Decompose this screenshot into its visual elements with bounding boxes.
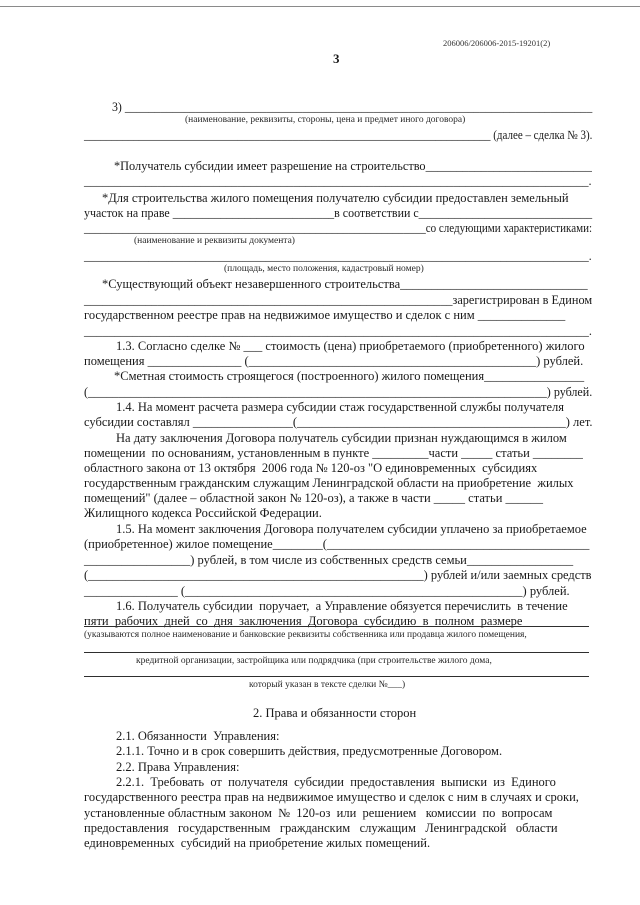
- clause-1-5-family-funds-line: _________________) рублей, в том числе из собственных средств семьи_________________: [84, 553, 574, 567]
- land-plot-document-line: ______________________________________________________________со следующими характеристиками:: [84, 221, 593, 235]
- recipient-blank-rule-2: [84, 652, 589, 653]
- recipient-caption-2: кредитной организации, застройщика или подрядчика (при строительстве жилого дома,: [136, 656, 492, 666]
- clause-1-4-service-line: субсидии составлял ________________(___________________________________________) лет.: [84, 415, 593, 429]
- unfinished-object-registered-line: ____________________________________________________________зарегистрирован в Едином: [84, 293, 593, 307]
- housing-code-line: Жилищного кодекса Российской Федерации.: [84, 506, 322, 520]
- housing-need-grounds-line: помещении по основаниям, установленным в пункте _________части _____ статьи ________: [84, 446, 583, 460]
- building-permit-blank: __________________________________________________________________________________.: [84, 174, 592, 188]
- regional-law-title-line: государственным гражданским служащим Ленинградской области на приобретение жилых: [84, 476, 574, 490]
- regional-law-reference-line: помещений" (далее – областной закон № 120-оз), а также в части _____ статьи ______: [84, 491, 544, 505]
- deal-3-continuation: __________________________________________________________________________ (далее – сделка № 3).: [84, 128, 593, 142]
- unfinished-object-line: *Существующий объект незавершенного строительства______________________________: [102, 277, 588, 291]
- clause-2-2-1-subsidies-line: единовременных субсидий на приобретение жилых помещений.: [84, 836, 431, 850]
- page-number: 3: [333, 51, 340, 66]
- header-rule: [0, 6, 640, 7]
- regional-law-line: областного закона от 13 октября 2006 года № 120-оз "О единовременных субсидиях: [84, 461, 538, 475]
- clause-1-3-price-line: помещения _______________ (______________________________________________) рублей.: [84, 354, 584, 368]
- land-plot-document-caption: (наименование и реквизиты документа): [134, 236, 295, 246]
- clause-1-6-line: 1.6. Получатель субсидии поручает, а Управление обязуется перечислить в течение: [116, 599, 568, 613]
- clause-1-5-borrowed-funds-line: (______________________________________________________) рублей и/или заемных средств: [84, 568, 592, 582]
- section-2-heading: 2. Права и обязанности сторон: [253, 706, 417, 720]
- recipient-blank-rule-3: [84, 676, 589, 677]
- clause-1-3-line: 1.3. Согласно сделке № ___ стоимость (цена) приобретаемого (приобретенного) жилого: [116, 339, 585, 353]
- clause-2-2-1-line: 2.2.1. Требовать от получателя субсидии предоставления выписки из Единого: [116, 775, 556, 789]
- recipient-caption-1: (указываются полное наименование и банковские реквизиты собственника или продавца жилого помещения,: [84, 630, 527, 640]
- deal-3-caption: (наименование, реквизиты, стороны, цена и предмет иного договора): [185, 115, 466, 125]
- land-plot-location-caption: (площадь, место положения, кадастровый номер): [224, 264, 424, 274]
- housing-need-line: На дату заключения Договора получатель субсидии признан нуждающимся в жилом: [116, 431, 567, 445]
- clause-2-2-1-law-line: установленные областным законом № 120-оз или решением комиссии по вопросам: [84, 806, 553, 820]
- clause-2-2-1-registry-line: государственного реестра прав на недвижимое имущество и сделок с ним в случаях и сроки,: [84, 790, 579, 804]
- estimated-cost-line: *Сметная стоимость строящегося (построенного) жилого помещения________________: [114, 369, 585, 383]
- deal-3-line: 3) _______________________________________________________________________________: [112, 100, 593, 114]
- unfinished-object-blank: ___________________________________________________________________________________.: [84, 324, 592, 338]
- recipient-blank-rule-1: [84, 626, 589, 627]
- clause-1-6-transfer-line: пяти рабочих дней со дня заключения Договора субсидию в полном размере: [84, 614, 523, 628]
- clause-1-5-borrowed-amount-line: _______________ (______________________________________________________) рублей.: [84, 584, 570, 598]
- land-plot-line: *Для строительства жилого помещения получателю субсидии предоставлен земельный: [102, 191, 569, 205]
- clause-1-4-line: 1.4. На момент расчета размера субсидии стаж государственной службы получателя: [116, 400, 565, 414]
- clause-2-2-1-servants-line: предоставления государственным гражданским служащим Ленинградской области: [84, 821, 558, 835]
- registration-number: 206006/206006-2015-19201(2): [443, 38, 551, 48]
- clause-1-5-paid-line: (приобретенное) жилое помещение________(__________________________________________: [84, 537, 590, 551]
- clause-2-1-line: 2.1. Обязанности Управления:: [116, 729, 280, 743]
- unfinished-object-registry-line: государственном реестре прав на недвижимое имущество и сделок с ним ______________: [84, 308, 566, 322]
- estimated-cost-amount-line: (____________________________________________________________________________) рублей.: [84, 385, 593, 399]
- land-plot-location-blank: ______________________________________________________________________________________.: [84, 249, 592, 263]
- building-permit-line: *Получатель субсидии имеет разрешение на строительство___________________________: [114, 159, 592, 173]
- recipient-caption-3: который указан в тексте сделки №___): [249, 680, 406, 690]
- clause-2-1-1-line: 2.1.1. Точно и в срок совершить действия, предусмотренные Договором.: [116, 744, 503, 758]
- clause-1-5-line: 1.5. На момент заключения Договора получателем субсидии уплачено за приобретаемое: [116, 522, 587, 536]
- land-plot-right-line: участок на праве ___________________________в соответствии с_____________________________: [84, 206, 593, 220]
- clause-2-2-line: 2.2. Права Управления:: [116, 760, 240, 774]
